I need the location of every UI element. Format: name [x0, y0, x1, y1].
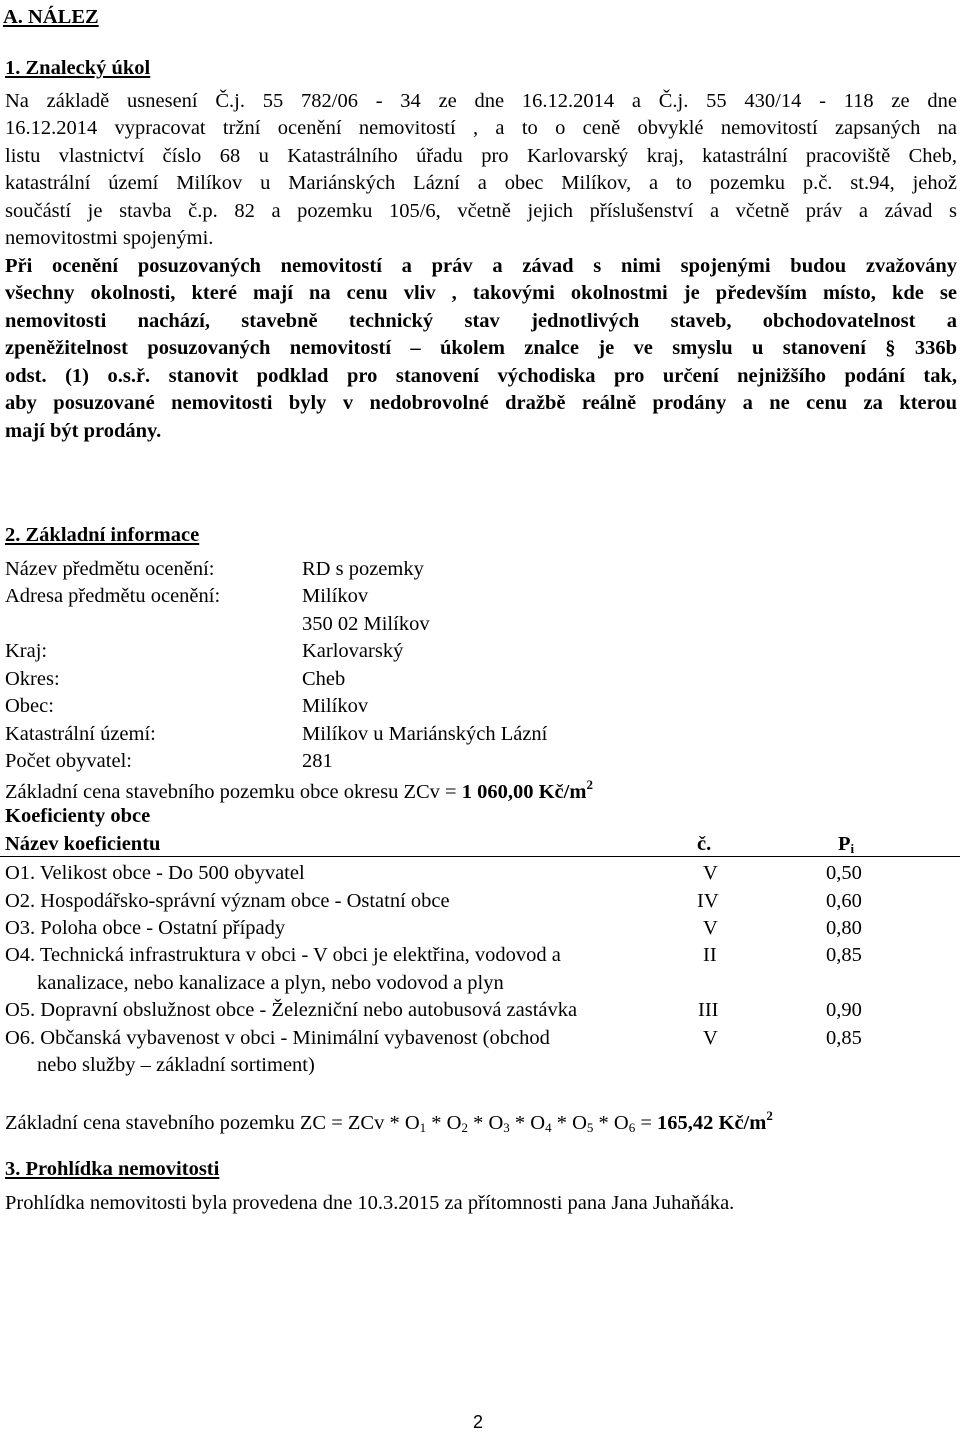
zcv-exponent: 2 — [586, 777, 593, 792]
section2-heading: 2. Základní informace — [5, 524, 200, 546]
paragraph-line: katastrální území Milíkov u Mariánských Lázní a obec Milíkov, a to pozemku p.č. st.94, jehož — [5, 172, 957, 194]
zc-value: 165,42 Kč/m — [657, 1112, 767, 1134]
coef-name: O4. Technická infrastruktura v obci - V obci je elektřina, vodovod a — [5, 944, 561, 966]
paragraph-line: 16.12.2014 vypracovat tržní ocenění nemovitostí , a to o ceně obvyklé nemovitostí zapsaných na — [5, 117, 957, 139]
info-value: RD s pozemky — [302, 558, 424, 580]
coef-value: 0,85 — [826, 1027, 862, 1049]
paragraph-line: zpeněžitelnost posuzovaných nemovitostí – úkolem znalce je ve smyslu u stanovení § 336b — [5, 337, 957, 359]
header-p: $P_i$ — [838, 833, 855, 856]
section3-text: Prohlídka nemovitosti byla provedena dne 10.3.2015 za přítomnosti pana Jana Juhaňáka. — [5, 1192, 735, 1214]
coef-class: II — [703, 944, 717, 966]
paragraph-line: Při ocenění posuzovaných nemovitostí a práv a závad s nimi spojenými budou zvažovány — [5, 255, 957, 277]
coef-value: 0,60 — [826, 890, 862, 912]
paragraph-line: Na základě usnesení Č.j. 55 782/06 - 34 ze dne 16.12.2014 a Č.j. 55 430/14 - 118 ze dne — [5, 90, 957, 112]
zcv-value: 1 060,00 Kč/m — [461, 781, 587, 803]
zcv-line — [5, 777, 593, 804]
section1-heading: 1. Znalecký úkol — [5, 57, 151, 79]
info-label: Okres: — [5, 668, 60, 690]
coef-class: III — [698, 999, 719, 1021]
info-label: Kraj: — [5, 640, 48, 662]
paragraph-line: nemovitosti nachází, stavebně technický stav jednotlivých staveb, obchodovatelnost a — [5, 310, 957, 332]
info-value: Milíkov u Mariánských Lázní — [302, 723, 548, 745]
paragraph-line: součástí je stavba č.p. 82 a pozemku 105/6, včetně jejich příslušenství a včetně práv a závad s — [5, 200, 957, 222]
info-label: Název předmětu ocenění: — [5, 558, 215, 580]
zcv-text: Základní cena stavebního pozemku obce okresu ZCv = — [5, 781, 462, 803]
coef-class: IV — [697, 890, 719, 912]
zc-exponent: 2 — [766, 1108, 773, 1123]
header-name: Název koeficientu — [5, 833, 161, 855]
info-label: Počet obyvatel: — [5, 750, 132, 772]
coef-name: O2. Hospodářsko-správní význam obce - Ostatní obce — [5, 890, 450, 912]
section3-heading: 3. Prohlídka nemovitosti — [5, 1158, 220, 1180]
coef-name: O1. Velikost obce - Do 500 obyvatel — [5, 862, 305, 884]
info-value: Cheb — [302, 668, 346, 690]
coef-value: 0,80 — [826, 917, 862, 939]
coef-class: V — [703, 1027, 718, 1049]
coef-name: O3. Poloha obce - Ostatní případy — [5, 917, 286, 939]
paragraph-line: mají být prodány. — [5, 420, 162, 442]
page-number: 2 — [473, 1412, 484, 1432]
paragraph-line: všechny okolnosti, které mají na cenu vliv , takovými okolnostmi je především místo, kde se — [5, 282, 957, 304]
paragraph-line: odst. (1) o.s.ř. stanovit podklad pro stanovení východiska pro určení nejnižšího podání tak, — [5, 365, 957, 387]
paragraph-line: nemovitostmi spojenými. — [5, 227, 214, 249]
table-header-rule — [0, 856, 960, 857]
coef-class: V — [703, 917, 718, 939]
zc-prefix: Základní cena stavebního pozemku ZC = ZCv * O — [5, 1112, 420, 1134]
coefficients-heading: Koeficienty obce — [5, 805, 151, 827]
coef-name: O5. Dopravní obslužnost obce - Železniční nebo autobusová zastávka — [5, 999, 578, 1021]
coef-name-cont: kanalizace, nebo kanalizace a plyn, nebo vodovod a plyn — [37, 972, 504, 994]
info-label: Obec: — [5, 695, 54, 717]
coef-name: O6. Občanská vybavenost v obci - Minimální vybavenost (obchod — [5, 1027, 550, 1049]
coef-value: 0,90 — [826, 999, 862, 1021]
info-value: Milíkov — [302, 585, 369, 607]
coef-value: 0,85 — [826, 944, 862, 966]
coef-name-cont: nebo služby – základní sortiment) — [37, 1054, 315, 1076]
paragraph-line: aby posuzované nemovitosti byly v nedobrovolné dražbě reálně prodány a ne cenu za kterou — [5, 392, 957, 414]
coef-value: 0,50 — [826, 862, 862, 884]
info-value: Milíkov — [302, 695, 369, 717]
info-value: Karlovarský — [302, 640, 404, 662]
info-value: 350 02 Milíkov — [302, 613, 430, 635]
section-a-title: A. NÁLEZ — [3, 6, 99, 28]
info-value: 281 — [302, 750, 333, 772]
zc-formula: Základní cena stavebního pozemku ZC = ZCv * $O_1 * O_2 * O_3 * O_4 * O_5 * O_6 = 165,42$ $Kč/m^2$ — [5, 1108, 773, 1135]
info-label: Katastrální území: — [5, 723, 156, 745]
header-c: č. — [697, 833, 712, 855]
coef-class: V — [703, 862, 718, 884]
info-label: Adresa předmětu ocenění: — [5, 585, 221, 607]
paragraph-line: listu vlastnictví číslo 68 u Katastrálního úřadu pro Karlovarský kraj, katastrální pracoviště Cheb, — [5, 145, 957, 167]
